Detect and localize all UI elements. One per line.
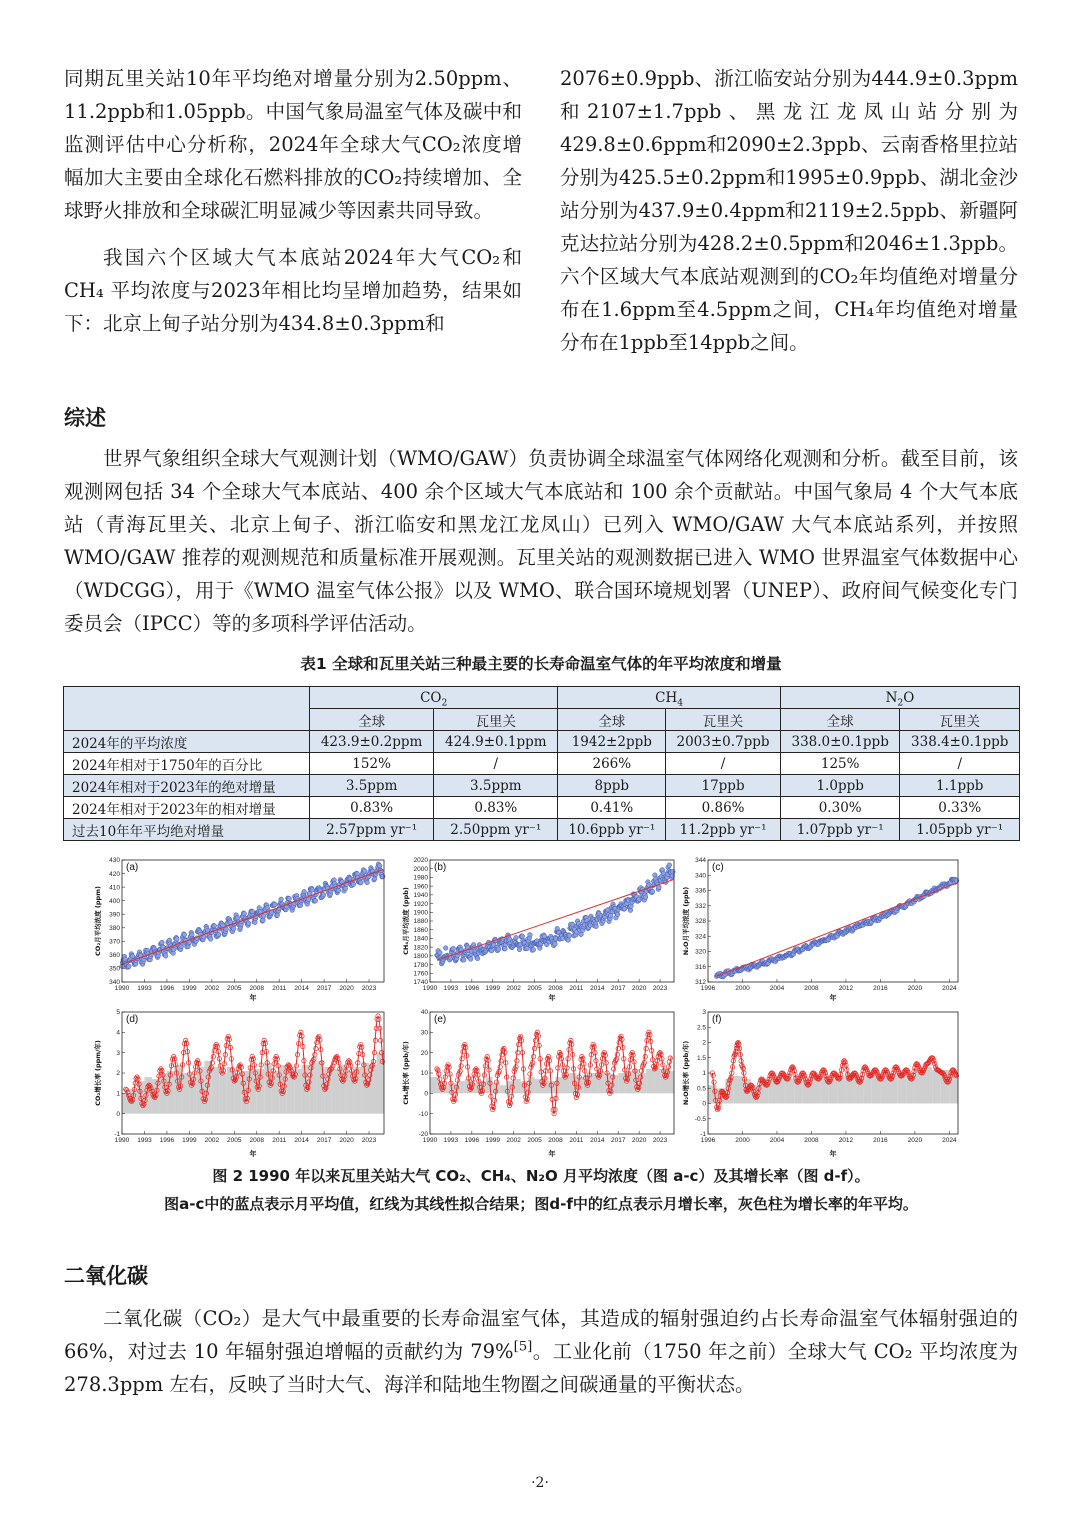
y-tick-label: 332: [695, 902, 706, 910]
table-cell: 0.30%: [780, 797, 900, 819]
x-tick-label: 2020: [339, 985, 354, 992]
panel-label: (d): [126, 1014, 139, 1025]
chart-c-svg: [680, 856, 962, 1002]
y-tick-label: 2: [702, 1039, 706, 1047]
x-tick-label: 2023: [652, 985, 668, 992]
monthly-point: [365, 880, 370, 885]
x-tick-label: 2014: [590, 1137, 605, 1144]
chart-b-svg: [400, 856, 678, 1002]
table-cell: 1.0ppb: [780, 775, 900, 797]
table-corner-cell: [64, 687, 310, 731]
co2-paragraph: [64, 1302, 1018, 1401]
left-paragraph-2: 我国六个区域大气本底站2024年大气CO₂和CH₄ 平均浓度与2023年相比均呈增加趋势，结果如下：北京上甸子站分别为434.8±0.3ppm和: [64, 246, 522, 335]
x-tick-label: 2000: [735, 1137, 750, 1144]
annual-mean-bar: [829, 1079, 838, 1103]
x-tick-label: 2017: [610, 985, 626, 992]
x-axis-label: 年: [548, 994, 556, 1002]
x-tick-label: 1999: [485, 985, 500, 992]
monthly-point: [438, 950, 443, 955]
x-tick-label: 2005: [527, 1137, 542, 1144]
y-tick-label: 430: [109, 857, 120, 865]
annual-mean-bar: [430, 1077, 437, 1093]
y-tick-label: 1880: [413, 918, 428, 926]
x-tick-label: 1990: [114, 1137, 130, 1144]
row-label: 过去10年年平均绝对增量: [64, 819, 310, 841]
monthly-point: [489, 948, 494, 953]
monthly-point: [310, 888, 315, 893]
y-tick-label: 336: [695, 887, 706, 895]
sub-header-cell: 瓦里关: [900, 709, 1020, 731]
left-paragraph-1: 同期瓦里关站10年平均绝对增量分别为2.50ppm、11.2ppb和1.05ppb。中国气象局温室气体及碳中和监测评估中心分析称，2024年全球大气CO₂浓度增幅加大主要由全球化石燃料排放的CO₂持续增加、全球野火排放和全球碳汇明显减少等因素共同导致。: [64, 67, 522, 222]
y-tick-label: 4: [116, 1029, 120, 1037]
x-tick-label: 2016: [873, 985, 888, 992]
monthly-point: [302, 889, 307, 894]
monthly-point: [475, 956, 480, 961]
x-tick-label: 2005: [227, 1137, 242, 1144]
gas-header-ch4: $CH_4$: [558, 687, 781, 709]
table-cell: 0.83%: [310, 797, 434, 819]
y-tick-label: 40: [420, 1009, 428, 1017]
monthly-point: [567, 933, 572, 938]
x-tick-label: 2017: [610, 1137, 626, 1144]
x-tick-label: 2005: [227, 985, 242, 992]
table-cell: 0.41%: [558, 797, 666, 819]
table-cell: 338.0±0.1ppb: [780, 731, 900, 753]
monthly-point: [622, 906, 627, 911]
x-tick-label: 2008: [804, 985, 819, 992]
x-tick-label: 1999: [182, 985, 197, 992]
row-label: 2024年的平均浓度: [64, 731, 310, 753]
y-tick-label: 360: [109, 952, 120, 960]
panel-label: (f): [712, 1014, 722, 1025]
monthly-point: [528, 932, 533, 937]
monthly-point: [377, 863, 382, 868]
y-tick-label: 2.5: [696, 1024, 706, 1032]
x-tick-label: 2004: [769, 985, 785, 992]
table-cell: 17ppb: [666, 775, 781, 797]
x-tick-label: 2014: [590, 985, 605, 992]
table-cell: 0.86%: [666, 797, 781, 819]
y-tick-label: 410: [109, 884, 120, 892]
x-tick-label: 1996: [700, 1137, 716, 1144]
co2-text-part-2: 。工业化前（1750 年之前）全球大气 CO₂ 平均浓度为 278.3ppm 左右，反映了当时大气、海洋和陆地生物圈之间碳通量的平衡状态。: [64, 1340, 1018, 1396]
table-cell: 338.4±0.1ppb: [900, 731, 1020, 753]
table-caption: 表1 全球和瓦里关站三种最主要的长寿命温室气体的年平均浓度和增量: [300, 655, 782, 673]
monthly-point: [242, 911, 247, 916]
y-tick-label: 380: [109, 924, 120, 932]
monthly-point: [246, 921, 251, 926]
annual-mean-bar: [535, 1079, 542, 1093]
x-tick-label: 1999: [485, 1137, 500, 1144]
x-tick-label: 2000: [735, 985, 750, 992]
monthly-point: [461, 958, 466, 963]
y-tick-label: 344: [695, 857, 706, 865]
monthly-point: [279, 897, 284, 902]
annual-mean-bar: [597, 1071, 604, 1093]
x-tick-label: 2017: [316, 985, 332, 992]
y-tick-label: 20: [420, 1049, 428, 1057]
x-tick-label: 2011: [272, 985, 287, 992]
monthly-point: [359, 880, 364, 885]
table-cell: 1942±2ppb: [558, 731, 666, 753]
x-axis-label: 年: [829, 994, 837, 1002]
plot-area: [708, 860, 958, 982]
annual-mean-bar: [212, 1067, 219, 1114]
y-tick-label: 2020: [413, 857, 428, 865]
table-row: [64, 775, 1020, 797]
y-axis-label: CH₄月平均浓度 (ppb): [402, 887, 410, 955]
y-tick-label: 400: [109, 897, 120, 905]
monthly-point: [643, 895, 648, 900]
y-tick-label: 420: [109, 870, 120, 878]
y-tick-label: 1900: [413, 909, 428, 917]
table-row: [64, 819, 1020, 841]
y-tick-label: 2: [116, 1070, 120, 1078]
x-tick-label: 2004: [769, 1137, 785, 1144]
monthly-point: [443, 946, 448, 951]
chart-f-svg: [680, 1008, 962, 1158]
y-tick-label: 350: [109, 965, 120, 973]
annual-mean-bar: [317, 1061, 324, 1114]
monthly-point: [321, 892, 326, 897]
monthly-point: [175, 937, 180, 942]
monthly-point: [570, 922, 575, 927]
chart-co2-growth: [92, 1008, 388, 1158]
monthly-point: [520, 934, 525, 939]
x-tick-label: 2002: [506, 985, 521, 992]
x-axis-label: 年: [548, 1150, 556, 1158]
monthly-point: [566, 938, 571, 943]
x-axis-label: 年: [249, 1150, 257, 1158]
y-tick-label: 1780: [413, 961, 428, 969]
x-tick-label: 2011: [569, 1137, 584, 1144]
figure-caption-line-1: 图 2 1990 年以来瓦里关站大气 CO₂、CH₄、N₂O 月平均浓度（图 a-c）及其增长率（图 d-f）。: [212, 1167, 870, 1185]
row-label: 2024年相对于1750年的百分比: [64, 753, 310, 775]
chart-ch4-growth: [400, 1008, 678, 1158]
table-row: [64, 797, 1020, 819]
table-cell: 423.9±0.2ppm: [310, 731, 434, 753]
monthly-point: [261, 914, 266, 919]
x-tick-label: 2002: [506, 1137, 521, 1144]
y-tick-label: 1920: [413, 900, 428, 908]
monthly-point: [182, 932, 187, 937]
table-row: [64, 753, 1020, 775]
annual-mean-bar: [332, 1069, 339, 1114]
x-tick-label: 1990: [422, 1137, 438, 1144]
monthly-point: [160, 940, 165, 945]
sub-header-cell: 瓦里关: [434, 709, 558, 731]
annual-mean-bar: [660, 1069, 667, 1093]
table-cell: /: [900, 753, 1020, 775]
table-cell: 3.5ppm: [310, 775, 434, 797]
x-tick-label: 2012: [838, 1137, 854, 1144]
x-tick-label: 1996: [464, 1137, 480, 1144]
table-cell: 266%: [558, 753, 666, 775]
y-tick-label: 0: [116, 1110, 120, 1118]
monthly-point: [553, 942, 558, 947]
x-tick-label: 1993: [137, 985, 152, 992]
sub-header-cell: 全球: [780, 709, 900, 731]
x-tick-label: 2020: [339, 1137, 354, 1144]
y-tick-label: 1820: [413, 944, 428, 952]
monthly-point: [579, 932, 584, 937]
monthly-point: [525, 946, 530, 951]
y-tick-label: 328: [695, 918, 706, 926]
x-tick-label: 1990: [114, 985, 130, 992]
y-tick-label: 1860: [413, 926, 428, 934]
x-tick-label: 2016: [873, 1137, 888, 1144]
table-cell: 0.83%: [434, 797, 558, 819]
x-tick-label: 2023: [361, 1137, 377, 1144]
y-tick-label: 1940: [413, 892, 428, 900]
chart-e-svg: [400, 1008, 678, 1158]
co2-text-part-1: 二氧化碳（CO₂）是大气中最重要的长寿命温室气体，其造成的辐射强迫约占长寿命温室气体辐射强迫的 66%，对过去 10 年辐射强迫增幅的贡献约为 79%: [64, 1307, 1018, 1363]
annual-mean-bar: [932, 1070, 941, 1104]
y-axis-label: CO₂月平均浓度 (ppm): [94, 886, 102, 956]
x-tick-label: 1993: [443, 1137, 459, 1144]
y-tick-label: 10: [420, 1070, 428, 1078]
annual-mean-bar: [618, 1073, 625, 1093]
x-tick-label: 2002: [204, 985, 220, 992]
chart-co2-concentration: [92, 856, 388, 1002]
x-tick-label: 2020: [631, 985, 647, 992]
co2-heading: 二氧化碳: [64, 1264, 148, 1288]
table-cell: 1.05ppb yr⁻¹: [900, 819, 1020, 841]
x-tick-label: 1996: [464, 985, 480, 992]
annual-mean-bar: [646, 1069, 653, 1093]
chart-n2o-growth: [680, 1008, 962, 1158]
monthly-point: [362, 869, 367, 874]
x-tick-label: 2011: [272, 1137, 287, 1144]
monthly-point: [287, 896, 292, 901]
x-tick-label: 2024: [942, 1137, 957, 1144]
annual-mean-bar: [786, 1079, 795, 1103]
table-cell: 1.1ppb: [900, 775, 1020, 797]
table-gas-header-row: [64, 687, 1020, 709]
table-cell: 424.9±0.1ppm: [434, 731, 558, 753]
table-cell: 8ppb: [558, 775, 666, 797]
monthly-point: [231, 926, 236, 931]
y-tick-label: 3: [116, 1049, 120, 1057]
sub-header-cell: 瓦里关: [666, 709, 781, 731]
annual-mean-bar: [880, 1076, 889, 1103]
y-tick-label: 312: [695, 979, 706, 987]
y-tick-label: -10: [418, 1110, 428, 1118]
x-tick-label: 2008: [249, 1137, 264, 1144]
monthly-point: [514, 935, 519, 940]
monthly-point: [212, 924, 217, 929]
gas-header-n2o: $N_2O$: [780, 687, 1019, 709]
x-tick-label: 2017: [316, 1137, 332, 1144]
x-tick-label: 2020: [631, 1137, 647, 1144]
monthly-point: [273, 902, 278, 907]
monthly-point: [127, 964, 132, 969]
monthly-point: [130, 954, 135, 959]
monthly-point: [216, 932, 221, 937]
x-tick-label: 2023: [652, 1137, 668, 1144]
monthly-point: [451, 946, 456, 951]
annual-mean-bar: [219, 1073, 226, 1114]
table-cell: 3.5ppm: [434, 775, 558, 797]
monthly-point: [671, 870, 676, 875]
citation: [5]: [513, 1339, 533, 1355]
y-tick-label: 1760: [413, 970, 428, 978]
table-cell: /: [666, 753, 781, 775]
table-cell: 2.57ppm yr⁻¹: [310, 819, 434, 841]
y-tick-label: 324: [695, 933, 706, 941]
x-tick-label: 2012: [838, 985, 854, 992]
monthly-point: [171, 947, 176, 952]
table-cell: 2.50ppm yr⁻¹: [434, 819, 558, 841]
right-column: [560, 62, 1018, 359]
y-tick-label: -1: [114, 1131, 120, 1139]
y-tick-label: 1800: [413, 953, 428, 961]
monthly-point: [629, 904, 634, 909]
sub-header-cell: 全球: [310, 709, 434, 731]
panel-label: (c): [712, 862, 724, 873]
y-tick-label: 340: [695, 872, 706, 880]
y-tick-label: 370: [109, 938, 120, 946]
y-tick-label: -1: [700, 1131, 706, 1139]
figure-caption-line-2: 图a-c中的蓝点表示月平均值，红线为其线性拟合结果；图d-f中的红点表示月增长率，灰色柱为增长率的年平均。: [164, 1195, 918, 1213]
y-tick-label: 3: [702, 1009, 706, 1017]
y-tick-label: 1740: [413, 979, 428, 987]
y-tick-label: 1: [116, 1090, 120, 1098]
y-tick-label: 1: [702, 1070, 706, 1078]
x-axis-label: 年: [249, 994, 257, 1002]
figure-caption: [64, 1162, 1018, 1218]
row-label: 2024年相对于2023年的相对增量: [64, 797, 310, 819]
y-tick-label: 0: [702, 1100, 706, 1108]
x-tick-label: 2005: [527, 985, 542, 992]
chart-a-svg: [92, 856, 388, 1002]
monthly-point: [650, 889, 655, 894]
x-tick-label: 2014: [294, 1137, 309, 1144]
co2-text: [64, 1302, 1018, 1401]
table-row: [64, 731, 1020, 753]
greenhouse-gas-table: [63, 686, 1020, 841]
monthly-point: [163, 954, 168, 959]
monthly-point: [667, 863, 672, 868]
row-label: 2024年相对于2023年的绝对增量: [64, 775, 310, 797]
x-tick-label: 1993: [443, 985, 459, 992]
y-tick-label: 5: [116, 1009, 120, 1017]
panel-label: (a): [126, 862, 139, 873]
x-tick-label: 1996: [700, 985, 716, 992]
panel-label: (b): [434, 862, 447, 873]
y-tick-label: -0.5: [694, 1115, 706, 1123]
monthly-point: [351, 882, 356, 887]
x-tick-label: 2023: [361, 985, 377, 992]
table-cell: 1.07ppb yr⁻¹: [780, 819, 900, 841]
summary-heading: 综述: [64, 406, 106, 430]
monthly-point: [336, 888, 341, 893]
x-tick-label: 2008: [804, 1137, 819, 1144]
annual-mean-bar: [362, 1063, 369, 1114]
gas-header-co2: $CO_2$: [310, 687, 558, 709]
y-tick-label: 1.5: [696, 1054, 706, 1062]
monthly-point: [468, 957, 473, 962]
annual-mean-bar: [734, 1076, 743, 1103]
page-number: ·2·: [531, 1475, 549, 1491]
table-cell: 0.33%: [900, 797, 1020, 819]
x-tick-label: 2008: [548, 1137, 563, 1144]
x-tick-label: 2014: [294, 985, 309, 992]
y-tick-label: 0.5: [696, 1085, 706, 1093]
y-tick-label: 2000: [413, 865, 428, 873]
right-paragraph: 2076±0.9ppb、浙江临安站分别为444.9±0.3ppm和2107±1.7ppb、黑龙江龙凤山站分别为429.8±0.6ppm和2090±2.3ppb、云南香格里拉站分别为425.5±0.2ppm和1995±0.9ppb、湖北金沙站分别为437.9±0.4ppm和2119±2.5ppb、新疆阿克达拉站分别为428.2±0.5ppm和2046±1.3ppb。六个区域大气本底站观测到的CO₂年均值绝对增量分布在1.6ppm至4.5ppm之间，CH₄年均值绝对增量分布在1ppb至14ppb之间。: [560, 67, 1018, 354]
table-cell: 10.6ppb yr⁻¹: [558, 819, 666, 841]
monthly-point: [531, 947, 536, 952]
x-tick-label: 2008: [249, 985, 264, 992]
y-tick-label: 0: [424, 1090, 428, 1098]
table-cell: 11.2ppb yr⁻¹: [666, 819, 781, 841]
x-tick-label: 2008: [548, 985, 563, 992]
table-cell: 2003±0.7ppb: [666, 731, 781, 753]
monthly-point: [208, 937, 213, 942]
y-tick-label: 1960: [413, 883, 428, 891]
y-tick-label: 390: [109, 911, 120, 919]
sub-header-cell: 全球: [558, 709, 666, 731]
chart-d-svg: [92, 1008, 388, 1158]
monthly-point: [261, 918, 266, 923]
y-tick-label: 30: [420, 1029, 428, 1037]
chart-ch4-concentration: [400, 856, 678, 1002]
summary-text: 世界气象组织全球大气观测计划（WMO/GAW）负责协调全球温室气体网络化观测和分析。截至目前，该观测网包括 34 个全球大气本底站、400 余个区域大气本底站和 100 余个贡献站。中国气象局 4 个大气本底站（青海瓦里关、北京上甸子、浙江临安和黑龙江龙凤山）已列入 WMO/GAW 大气本底站系列，并按照 WMO/GAW 推荐的观测规范和质量标准开展观测。瓦里关站的观测数据已进入 WMO 世界温室气体数据中心（WDCGG），用于《WMO 温室气体公报》以及 WMO、联合国环境规划署（UNEP）、政府间气候变化专门委员会（IPCC）等的多项科学评估活动。: [64, 447, 1018, 635]
x-tick-label: 1993: [137, 1137, 152, 1144]
table-cell: /: [434, 753, 558, 775]
monthly-point: [343, 886, 348, 891]
x-tick-label: 1999: [182, 1137, 197, 1144]
y-tick-label: 1980: [413, 874, 428, 882]
x-tick-label: 2020: [907, 985, 923, 992]
y-tick-label: 320: [695, 948, 706, 956]
y-tick-label: 1840: [413, 935, 428, 943]
y-tick-label: -20: [418, 1131, 428, 1139]
monthly-point: [594, 924, 599, 929]
y-axis-label: CO₂增长率 (ppm/年): [94, 1040, 102, 1106]
monthly-point: [235, 916, 240, 921]
summary-paragraph: [64, 442, 1018, 640]
monthly-point: [615, 912, 620, 917]
monthly-point: [313, 899, 318, 904]
x-tick-label: 2020: [907, 1137, 923, 1144]
y-axis-label: N₂O增长率 (ppb/年): [682, 1040, 690, 1106]
annual-mean-bar: [514, 1079, 521, 1093]
monthly-point: [496, 947, 501, 952]
left-column: [64, 62, 522, 340]
x-tick-label: 2011: [569, 985, 584, 992]
annual-mean-bar: [197, 1067, 204, 1114]
y-tick-label: 340: [109, 979, 120, 987]
panel-label: (e): [434, 1014, 447, 1025]
x-tick-label: 1996: [159, 1137, 175, 1144]
x-tick-label: 1996: [159, 985, 175, 992]
table-cell: 125%: [780, 753, 900, 775]
x-axis-label: 年: [829, 1150, 837, 1158]
x-tick-label: 2002: [204, 1137, 220, 1144]
annual-mean-bar: [863, 1076, 872, 1103]
chart-n2o-concentration: [680, 856, 962, 1002]
y-axis-label: CH₄增长率 (ppb/年): [402, 1041, 410, 1105]
x-tick-label: 2024: [942, 985, 957, 992]
y-tick-label: 316: [695, 963, 706, 971]
x-tick-label: 1990: [422, 985, 438, 992]
table-cell: 152%: [310, 753, 434, 775]
annual-mean-bar: [837, 1076, 846, 1103]
y-axis-label: N₂O月平均浓度 (ppb): [682, 886, 690, 956]
